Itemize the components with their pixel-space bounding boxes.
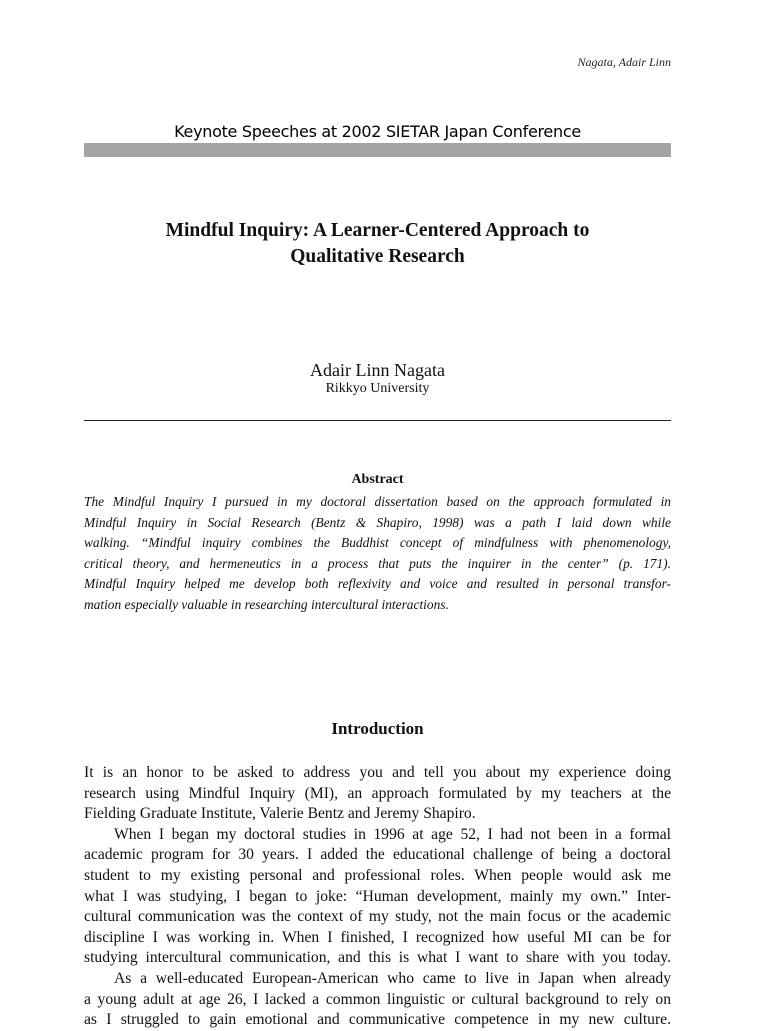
body-line: what I was studying, I began to joke: “Human development, mainly my own.” Inter- xyxy=(84,887,671,905)
body-line: as I struggled to gain emotional and communicative competence in my new culture. xyxy=(84,1011,671,1029)
paper-title xyxy=(84,218,671,270)
abstract-line: walking. “Mindful inquiry combines the Buddhist concept of mindfulness with phenomenology, xyxy=(84,535,671,551)
horizontal-rule xyxy=(84,420,671,421)
body-line: a young adult at age 26, I lacked a common linguistic or cultural background to rely on xyxy=(84,990,671,1008)
abstract-line: The Mindful Inquiry I pursued in my doctoral dissertation based on the approach formulated in xyxy=(84,494,671,509)
abstract-heading: Abstract xyxy=(351,472,404,487)
author-name: Adair Linn Nagata xyxy=(310,360,445,380)
body-line: studying intercultural communication, and this is what I want to share with you today. xyxy=(84,949,671,967)
abstract-line: critical theory, and hermeneutics in a process that puts the inquirer in the center” (p. 171). xyxy=(84,555,671,571)
paper-title-line: Qualitative Research xyxy=(290,246,465,267)
body-line: research using Mindful Inquiry (MI), an approach formulated by my teachers at the xyxy=(84,784,671,802)
series-title: Keynote Speeches at 2002 SIETAR Japan Conference xyxy=(174,122,581,141)
body-line: It is an honor to be asked to address you and tell you about my experience doing xyxy=(84,764,671,781)
abstract-line: mation especially valuable in researching intercultural interactions. xyxy=(84,596,449,612)
section-heading: Introduction xyxy=(331,719,424,738)
abstract-line: Mindful Inquiry helped me develop both reflexivity and voice and resulted in personal transfor- xyxy=(84,576,671,592)
paper-title-line: Mindful Inquiry: A Learner-Centered Approach to xyxy=(165,220,590,241)
body-line: cultural communication was the context of my study, not the main focus or the academic xyxy=(84,908,671,926)
body-text xyxy=(84,763,671,1031)
body-line: Fielding Graduate Institute, Valerie Bentz and Jeremy Shapiro. xyxy=(84,805,476,823)
body-line: academic program for 30 years. I added the educational challenge of being a doctoral xyxy=(84,846,671,864)
body-line: As a well-educated European-American who came to live in Japan when already xyxy=(114,969,671,987)
abstract-line: Mindful Inquiry in Social Research (Bentz & Shapiro, 1998) was a path I laid down while xyxy=(84,514,671,530)
body-line: When I began my doctoral studies in 1996 at age 52, I had not been in a formal xyxy=(114,825,671,843)
abstract-text xyxy=(84,492,671,616)
body-line: student to my existing personal and professional roles. When people would ask me xyxy=(84,866,671,884)
body-line: discipline I was working in. When I finished, I recognized how useful MI can be for xyxy=(84,928,671,946)
author-affiliation: Rikkyo University xyxy=(325,381,430,396)
running-head: Nagata, Adair Linn xyxy=(577,55,671,69)
series-title-bar xyxy=(84,143,671,157)
